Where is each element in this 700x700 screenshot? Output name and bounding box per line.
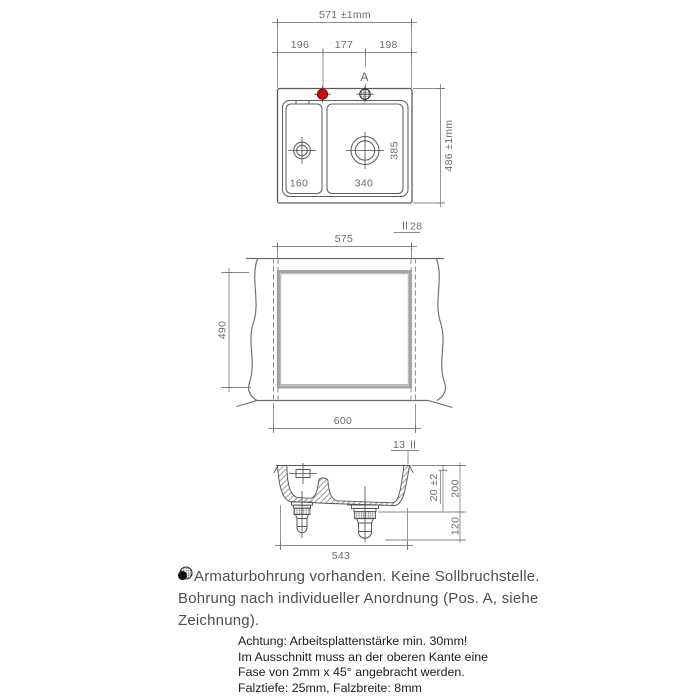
dim-575-label: 575 <box>334 233 354 245</box>
break-line-left <box>249 259 258 401</box>
notes-paragraph <box>178 566 578 632</box>
dim-total-depth <box>413 84 455 207</box>
section-view <box>274 439 466 562</box>
notes-text-2a: Bohrung nach individueller Anordnung ( <box>178 590 449 607</box>
drain-left-symbol <box>288 137 316 164</box>
dim-340-label: 340 <box>354 177 374 190</box>
dim-385-label: 385 <box>388 141 401 160</box>
dim-sink-width <box>268 403 421 433</box>
dim-196-label: 196 <box>290 39 310 51</box>
dim-198-label: 198 <box>379 39 398 51</box>
notes-text-1: Armaturbohrung vorhanden. Keine Sollbruchstelle. <box>194 568 540 585</box>
break-line-right <box>437 259 446 401</box>
position-a-hatch-icon <box>179 566 193 580</box>
dim-120-label: 120 <box>449 516 462 536</box>
warning-block <box>238 634 488 696</box>
dim-cutout-width <box>272 233 417 258</box>
dim-hole-segments <box>272 39 417 89</box>
notes-text-3: Zeichnung). <box>178 612 260 629</box>
dim-600-label: 600 <box>333 415 353 427</box>
dim-13-label: 13 <box>393 439 406 451</box>
dim-cutout-depth <box>217 268 252 392</box>
section-sink-body <box>278 466 410 506</box>
dim-160-label: 160 <box>289 177 309 190</box>
warning-line-2: Im Ausschnitt muss an der oberen Kante eine <box>238 649 489 664</box>
top-view <box>272 9 455 207</box>
dim-571-label: 571 ±1mm <box>319 9 371 21</box>
dim-543-label: 543 <box>331 550 351 562</box>
dim-177-label: 177 <box>334 39 354 51</box>
notes-line-1 <box>178 566 578 588</box>
notes-text-2b: Pos. A, siehe <box>448 590 539 607</box>
worktop-bottom-edge <box>237 401 453 408</box>
warning-line-3: Fase von 2mm x 45° angebracht werden. <box>238 665 465 679</box>
dim-200-label: 200 <box>449 479 462 498</box>
warning-line-4: Falztiefe: 25mm, Falzbreite: 8mm <box>238 680 422 695</box>
dim-490-label: 490 <box>216 320 229 340</box>
parallel-13-annotation <box>391 439 419 465</box>
notes-line-2 <box>178 588 578 610</box>
section-faucet-hole-symbol <box>289 463 317 484</box>
dim-28-label: 28 <box>410 220 423 233</box>
warning-line-1: Achtung: Arbeitsplattenstärke min. 30mm! <box>238 634 468 648</box>
cutout-view <box>217 221 453 434</box>
dim-486-label: 486 ±1mm <box>443 119 455 172</box>
cutout-rectangle <box>279 272 411 388</box>
drain-right-symbol <box>346 132 384 169</box>
dim-20-label: 20 ±2 <box>428 473 440 502</box>
notes-line-3 <box>178 610 578 632</box>
position-a-label: A <box>360 70 369 84</box>
section-drain-right <box>347 486 383 542</box>
parallel-28-annotation <box>394 221 423 233</box>
